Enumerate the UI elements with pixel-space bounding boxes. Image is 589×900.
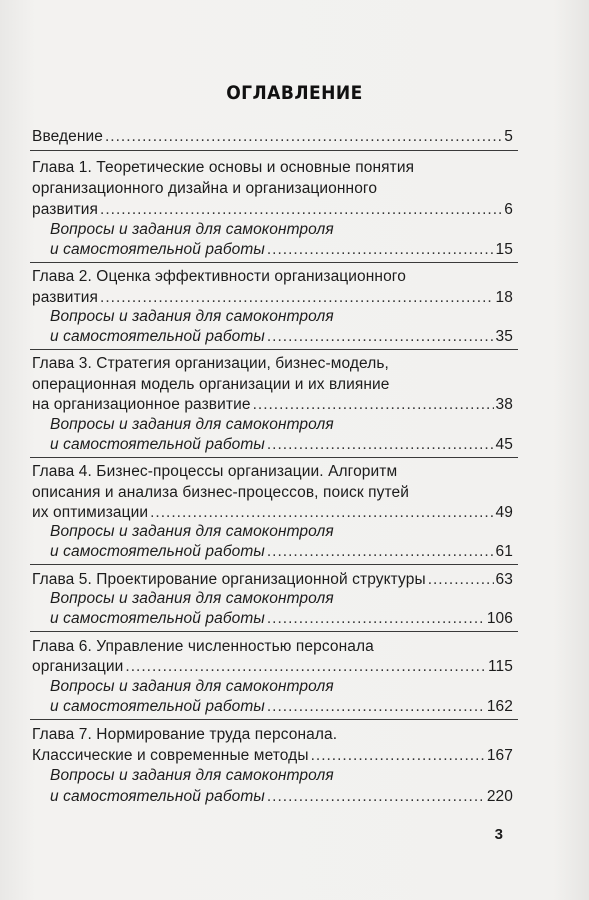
toc-chapter-1-questions-line-1: Вопросы и задания для самоконтроля [50, 221, 334, 238]
toc-leader-dots [267, 787, 485, 807]
toc-page-number: 5 [504, 128, 513, 145]
toc-leader-dots [267, 609, 485, 629]
toc-chapter-1-last-line [32, 200, 513, 220]
toc-leader-dots [311, 746, 485, 766]
toc-chapter-6-line-1: Глава 6. Управление численностью персонала [32, 638, 374, 655]
toc-page-number: 6 [504, 201, 513, 218]
toc-entry-title: на организационное развитие [32, 396, 251, 413]
toc-leader-dots [267, 435, 494, 455]
toc-entry-title: развития [32, 201, 99, 218]
toc-leader-dots [267, 327, 494, 347]
toc-page-number: 115 [487, 658, 513, 675]
toc-leader-dots [150, 503, 493, 523]
toc-entry-title: и самостоятельной работы [50, 328, 265, 345]
toc-entry-title: организации [32, 658, 124, 675]
toc-page-number: 63 [495, 571, 513, 588]
toc-chapter-6-questions-line-2 [50, 697, 513, 717]
toc-page-number: 167 [486, 747, 513, 764]
toc-entry-title: их оптимизации [32, 504, 149, 521]
toc-entry-title: Классические и современные методы [32, 747, 309, 764]
toc-chapter-7-questions-line-2 [50, 787, 513, 807]
page-number: 3 [494, 826, 503, 843]
toc-page-number: 18 [495, 289, 513, 306]
toc-entry-title: и самостоятельной работы [50, 436, 265, 453]
toc-chapter-7-last-line [32, 746, 513, 766]
toc-chapter-5-last-line [32, 570, 513, 590]
toc-page-number: 38 [495, 396, 513, 413]
toc-chapter-1-questions-line-2 [50, 240, 513, 260]
toc-chapter-5-questions-line-1: Вопросы и задания для самоконтроля [50, 590, 334, 607]
toc-leader-dots [253, 395, 494, 415]
toc-leader-dots [428, 570, 494, 590]
toc-chapter-3-line-2: операционная модель организации и их влияние [32, 376, 390, 393]
toc-page-number: 35 [495, 328, 513, 345]
toc-chapter-2-questions-line-2 [50, 327, 513, 347]
toc-chapter-7-questions-line-1: Вопросы и задания для самоконтроля [50, 767, 334, 784]
toc-chapter-3-line-1: Глава 3. Стратегия организации, бизнес-модель, [32, 355, 389, 372]
toc-leader-dots [100, 288, 494, 308]
toc-entry-title: Глава 5. Проектирование организационной структуры [32, 571, 426, 588]
toc-chapter-2-line-1: Глава 2. Оценка эффективности организационного [32, 268, 406, 285]
toc-leader-dots [267, 542, 494, 562]
section-divider [30, 457, 518, 458]
toc-chapter-1-line-1: Глава 1. Теоретические основы и основные понятия [32, 159, 415, 176]
toc-chapter-2-questions-line-1: Вопросы и задания для самоконтроля [50, 308, 334, 325]
page-title: ОГЛАВЛЕНИЕ [226, 82, 363, 104]
toc-chapter-4-questions-line-1: Вопросы и задания для самоконтроля [50, 523, 334, 540]
toc-chapter-4-line-2: описания и анализа бизнес-процессов, поиск путей [32, 484, 409, 501]
toc-entry-title: развития [32, 289, 99, 306]
section-divider [30, 719, 518, 720]
toc-page-number: 49 [495, 504, 513, 521]
toc-leader-dots [125, 657, 486, 677]
toc-chapter-6-last-line [32, 657, 513, 677]
toc-chapter-4-questions-line-2 [50, 542, 513, 562]
toc-chapter-5-questions-line-2 [50, 609, 513, 629]
section-divider [30, 631, 518, 632]
toc-leader-dots [267, 697, 485, 717]
toc-entry-title: и самостоятельной работы [50, 610, 265, 627]
toc-chapter-6-questions-line-1: Вопросы и задания для самоконтроля [50, 678, 334, 695]
toc-chapter-4-last-line [32, 503, 513, 523]
toc-chapter-4-line-1: Глава 4. Бизнес-процессы организации. Алгоритм [32, 463, 398, 480]
toc-chapter-2-last-line [32, 288, 513, 308]
toc-page-number: 45 [495, 436, 513, 453]
toc-page-number: 162 [486, 698, 513, 715]
toc-leader-dots [100, 200, 502, 220]
toc-page-number: 61 [495, 543, 513, 560]
section-divider [30, 150, 518, 151]
toc-entry-intro [32, 127, 513, 147]
toc-chapter-3-questions-line-1: Вопросы и задания для самоконтроля [50, 416, 334, 433]
section-divider [30, 564, 518, 565]
toc-chapter-3-last-line [32, 395, 513, 415]
toc-entry-title: и самостоятельной работы [50, 543, 265, 560]
toc-leader-dots [267, 240, 494, 260]
toc-page-number: 15 [495, 241, 513, 258]
toc-entry-title: Введение [32, 128, 103, 145]
section-divider [30, 349, 518, 350]
toc-chapter-1-line-2: организационного дизайна и организационного [32, 180, 378, 197]
toc-entry-title: и самостоятельной работы [50, 241, 265, 258]
section-divider [30, 262, 518, 263]
toc-page-number: 220 [486, 788, 513, 805]
toc-chapter-3-questions-line-2 [50, 435, 513, 455]
toc-entry-title: и самостоятельной работы [50, 698, 265, 715]
toc-chapter-7-line-1: Глава 7. Нормирование труда персонала. [32, 726, 338, 743]
toc-entry-title: и самостоятельной работы [50, 788, 265, 805]
toc-page-number: 106 [486, 610, 513, 627]
toc-leader-dots [105, 127, 502, 147]
